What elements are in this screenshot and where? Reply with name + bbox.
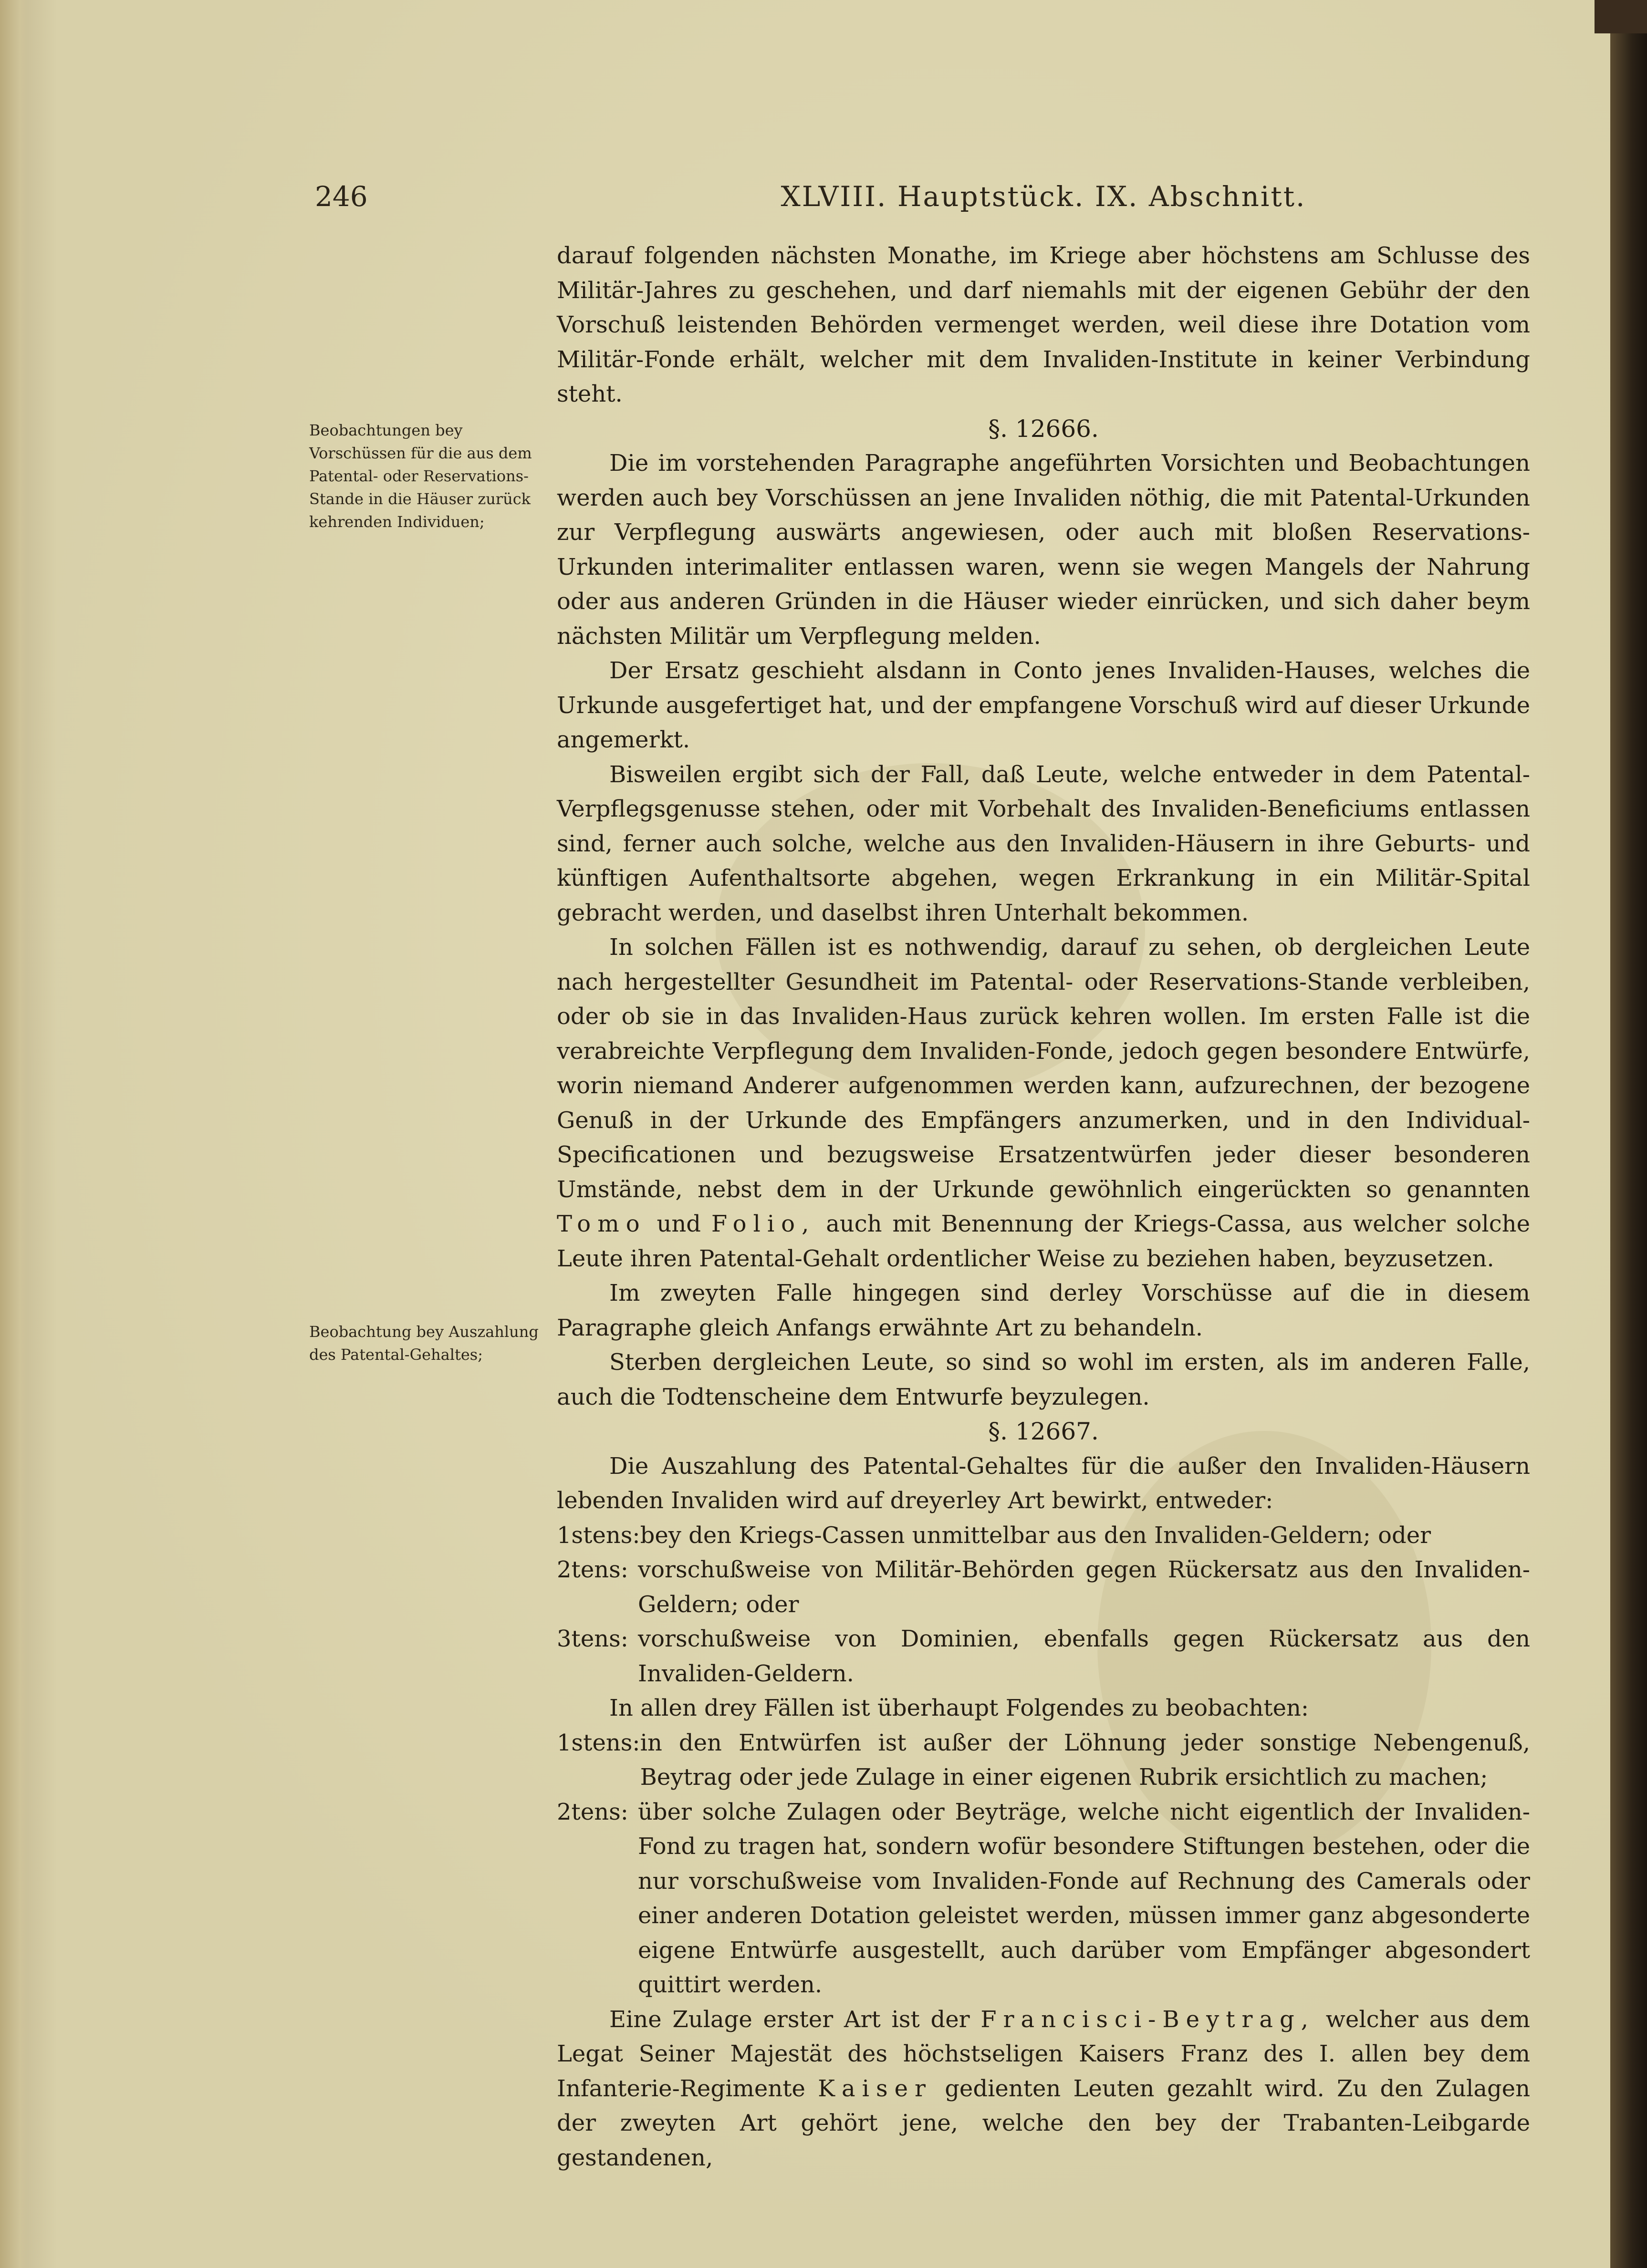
list-item-label: 2tens: bbox=[557, 1798, 628, 1825]
paragraph: Im zweyten Falle hingegen sind derley Vorschüsse auf die in diesem Paragraphe gleich Anfangs erwähnte Art zu behandeln. bbox=[557, 1280, 1530, 1341]
paragraph: Die Auszahlung des Patental-Gehaltes für die außer den Invaliden-Häusern lebenden Invaliden wird auf dreyerley Art bewirkt, entweder: bbox=[557, 1452, 1530, 1514]
list-item bbox=[557, 1518, 1530, 1553]
binding-corner bbox=[1595, 0, 1647, 33]
paragraph: Der Ersatz geschieht alsdann in Conto jenes Invaliden-Hauses, welches die Urkunde ausgefertiget hat, und der empfangene Vorschuß wird auf dieser Urkunde angemerkt. bbox=[557, 657, 1530, 753]
section-heading-12666: §. 12666. bbox=[988, 414, 1099, 443]
section-heading-12667: §. 12667. bbox=[988, 1418, 1099, 1445]
term-francisci: Francisci-Beytrag, bbox=[980, 2006, 1315, 2033]
paragraph: In allen drey Fällen ist überhaupt Folgendes zu beobachten: bbox=[609, 1695, 1309, 1721]
list-item bbox=[557, 1726, 1530, 1795]
paragraph: Bisweilen ergibt sich der Fall, daß Leute, welche entweder in dem Patental-Verpflegsgenusse stehen, oder mit Vorbehalt des Invaliden-Beneficiums entlassen sind, ferner auch solche, welche aus den Invaliden-Häusern in ihre Geburts- und künftigen Aufenthaltsorte abgehen, wegen Erkrankung in ein Militär-Spital gebracht werden, und daselbst ihren Unterhalt bekommen. bbox=[557, 761, 1530, 926]
text-run: In solchen Fällen ist es nothwendig, darauf zu sehen, ob dergleichen Leute nach hergestellter Gesundheit im Patental- oder Reservations-Stande verbleiben, oder ob sie in das Invaliden-Haus zurück kehren wollen. Im ersten Falle ist die verabreichte Verpflegung dem Invaliden-Fonde, jedoch gegen besondere Entwürfe, worin niemand Anderer aufgenommen werden kann, aufzurechnen, der bezogene Genuß in der Urkunde des Empfängers anzumerken, und in den Individual-Specificationen und bezugsweise Ersatzentwürfen jeder dieser besonderen Umstände, nebst dem in der Urkunde gewöhnlich eingerückten so genannten bbox=[557, 934, 1530, 1203]
list-item-label: 2tens: bbox=[557, 1556, 628, 1583]
running-head: XLVIII. Hauptstück. IX. Abschnitt. bbox=[781, 180, 1306, 213]
list-item-text: in den Entwürfen ist außer der Löhnung jeder sonstige Nebengenuß, Beytrag oder jede Zulage in einer eigenen Rubrik ersichtlich zu machen; bbox=[640, 1729, 1530, 1791]
paragraph bbox=[557, 2002, 1530, 2175]
term-kaiser: Kaiser bbox=[818, 2075, 932, 2102]
term-folio: Folio, bbox=[711, 1211, 816, 1237]
paragraph: Die im vorstehenden Paragraphe angeführten Vorsichten und Beobachtungen werden auch bey Vorschüssen an jene Invaliden nöthig, die mit Patental-Urkunden zur Verpflegung auswärts angewiesen, oder auch mit bloßen Reservations-Urkunden interimaliter entlassen waren, wenn sie wegen Mangels der Nahrung oder aus anderen Gründen in die Häuser wieder einrücken, und sich daher beym nächsten Militär um Verpflegung melden. bbox=[557, 450, 1530, 650]
list-item-text: bey den Kriegs-Cassen unmittelbar aus den Invaliden-Geldern; oder bbox=[640, 1522, 1431, 1549]
text-run: Eine Zulage erster Art ist der bbox=[609, 2006, 970, 2033]
list-item-label: 3tens: bbox=[557, 1626, 628, 1652]
text-run: und bbox=[657, 1211, 701, 1237]
list-item-label: 1stens: bbox=[557, 1729, 640, 1756]
list-item-text: über solche Zulagen oder Beyträge, welche nicht eigentlich der Invaliden-Fond zu tragen hat, sondern wofür besondere Stiftungen bestehen, oder die nur vorschußweise vom Invaliden-Fonde auf Rechnung des Camerals oder einer anderen Dotation geleistet werden, müssen immer ganz abgesonderte eigene Entwürfe ausgestellt, auch darüber vom Empfänger abgesondert quittirt werden. bbox=[638, 1798, 1530, 1998]
list-item bbox=[557, 1622, 1530, 1691]
list-item-label: 1stens: bbox=[557, 1522, 640, 1549]
page-number: 246 bbox=[315, 180, 368, 213]
marginal-note-payment: Beobachtung bey Auszahlung des Patental-Gehaltes; bbox=[309, 1323, 539, 1364]
text-run: auch mit Benennung der Kriegs-Cassa, aus welcher solche Leute ihren Patental-Gehalt ordentlicher Weise zu beziehen haben, beyzusetzen. bbox=[557, 1211, 1530, 1272]
list-item bbox=[557, 1553, 1530, 1622]
marginal-note-advances: Beobachtungen bey Vorschüssen für die aus dem Patental- oder Reservations-Stande in die Häuser zurück kehrenden Individuen; bbox=[309, 421, 532, 531]
text-run: welcher aus dem Legat Seiner Majestät des höchstseligen Kaisers Franz des I. allen bey dem Infanterie-Regimente bbox=[557, 2006, 1531, 2102]
term-tomo: Tomo bbox=[557, 1211, 646, 1237]
main-text bbox=[557, 238, 1530, 2175]
paragraph: darauf folgenden nächsten Monathe, im Kriege aber höchstens am Schlusse des Militär-Jahres zu geschehen, und darf niemahls mit der eigenen Gebühr der den Vorschuß leistenden Behörden vermenget werden, weil diese ihre Dotation vom Militär-Fonde erhält, welcher mit dem Invaliden-Institute in keiner Verbindung steht. bbox=[557, 242, 1530, 407]
paragraph: Sterben dergleichen Leute, so sind so wohl im ersten, als im anderen Falle, auch die Todtenscheine dem Entwurfe beyzulegen. bbox=[557, 1349, 1530, 1410]
list-item-text: vorschußweise von Dominien, ebenfalls gegen Rückersatz aus den Invaliden-Geldern. bbox=[638, 1626, 1530, 1687]
list-item-text: vorschußweise von Militär-Behörden gegen Rückersatz aus den Invaliden-Geldern; oder bbox=[638, 1556, 1530, 1618]
page-left-edge bbox=[0, 0, 29, 2268]
list-item bbox=[557, 1795, 1530, 2002]
book-gutter bbox=[1610, 0, 1647, 2268]
paragraph bbox=[557, 930, 1530, 1276]
text-run: gedienten Leuten gezahlt wird. Zu den Zulagen der zweyten Art gehört jene, welche den bey der Trabanten-Leibgarde gestandenen, bbox=[557, 2075, 1530, 2171]
